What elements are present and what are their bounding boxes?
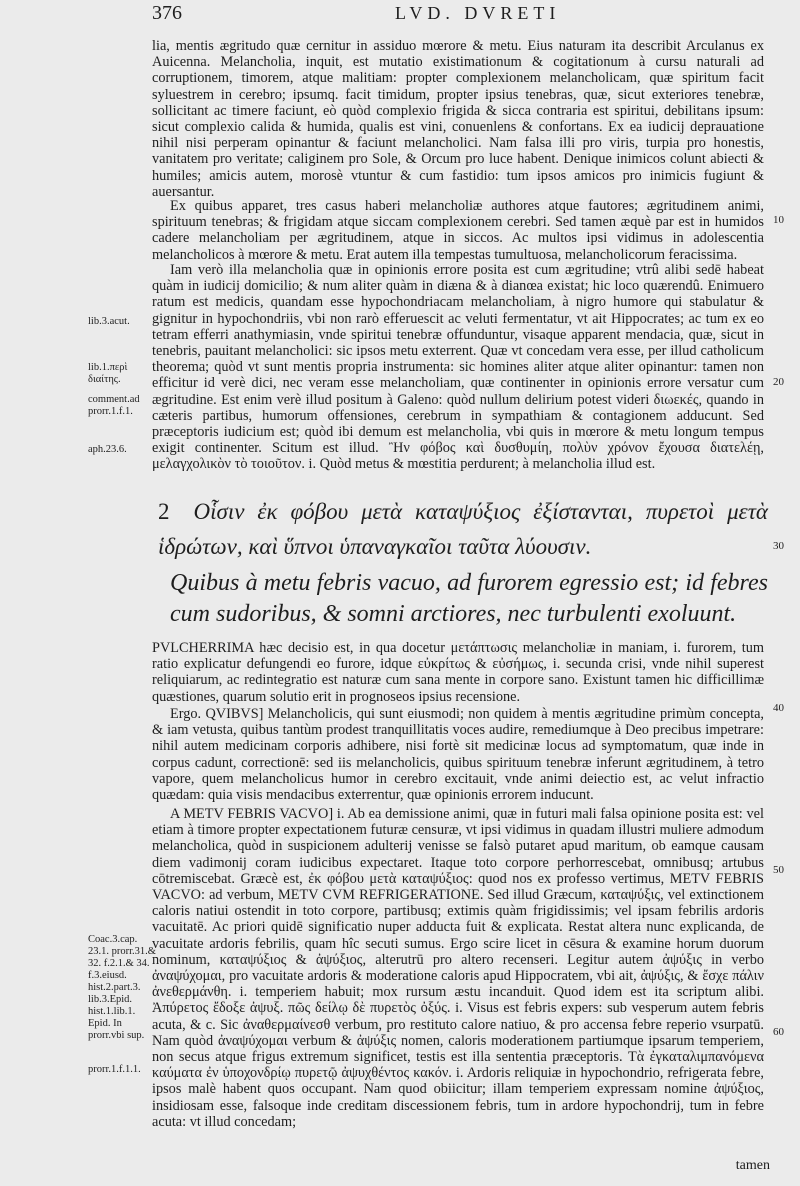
line-number: 30: [773, 540, 784, 552]
line-number: 40: [773, 702, 784, 714]
commentary-paragraph: Ergo. QVIBVS] Melancholicis, qui sunt eiusmodi; non quidem à mentis ægritudine primùm concepta, & iam vetusta, quibus tantùm prodest tranquillitatis voces audire, remediumque à Deo precibus impetrare: nihil autem medicinam corporis adhibere, nisi fortè sit medicinæ locus ad symptomatum, quæ inde in corpus cadunt, correctionē: sed iis melancholicis, quibus spirituum tenebræ inferunt ægritudinem, à tetro vapore, quem melancholicus humor in cerebro excitauit, vnde animi deiectio est, ac velut infractio quædam: quia visis mendacibus exterrentur, quæ opinionis errorem inducunt.: [152, 706, 764, 804]
aphorism-greek-text: Οἷσιν ἐκ φόβου μετὰ καταψύξιος ἐξίστανται, πυρετοὶ μετὰ ἱδρώτων, καὶ ὕπνοι ὑπαναγκαῖοι ταῦτα λύουσιν.: [158, 499, 768, 559]
commentary-paragraph: A METV FEBRIS VACVO] i. Ab ea demissione animi, quæ in futuri mali falsa opinione posita est: vel etiam à timore propter expectationem futuræ censuræ, vt ipsi vidimus in quadam illustri muliere admodum melancholica, quòd in suspicionem adulterij venisse se falsò putaret apud maritum, ob eamque causam diem vadimonij coram iudicibus expectaret. Itaque toto corpore perhorrescebat, omnibusq; artubus cōtremiscebat. Græcè est, ἐκ φόβου μετὰ καταψύξιος: quod nos ex professo vertimus, METV FEBRIS VACVO: ad verbum, METV CVM REFRIGERATIONE. Sed illud Græcum, καταψύξις, vel extinctionem caloris natiui ostendit in toto corpore, partibusq; extimis quàm frigidissimis; vel ipsam febrilis ardoris vacuitatē. Ac priori quidē significatio nuper adducta fuit & explicata. Restat altera nunc explicanda, de vacuitate ardoris febrilis, quam hîc secuti sumus. Ergo scire licet in cēsura & examine horum duorum nominum, καταψύξιος & ἀψύξιος, alterutrū pro altero recenseri. Legitur autem ἀψύξις in verbo ἀναψύχομαι, pro vacuitate ardoris & moderatione caloris apud Hippocratem, vbi ait, ἀψύξις, & ἔσχε πάλιν ἀνεθερμάνθη. i. temperiem habuit; mox rursum æstu incanduit. Quod idem est ita scriptum alibi. Ἀπύρετος ἔδοξε ἀψυξ. πῶς δείλῳ δὲ πυρετὸς ὀξύς. i. Visus est febris expers: sub vesperum autem febris acuta, & c. Sic ἀναθερμαίνεσθ verbum, pro restituto calore natiuo, & pro accensa febre reperio vsurpatū. Nam quòd ἀναψύχομαι verbum & ἀψύξις nomen, caloris moderationem partiumque ipsarum temperiem, non secus atque frigus extremum significet, testis est illa sententia præceptoris. Τὰ ἐγκαταλιμπανόμενα καύματα ἐν ὑποχονδρίῳ πυρετῷ ἀψυχθέντος κακόν. i. Ardoris reliquiæ in hypochondrio, refrigerata febre, ipsos malè habent quos occupant. Nam quod obiicitur; illam temperiem expressam nomine ἀψύξιος, insidiosam esse, falsoque inde creditam discessionem febris, tum in ardore hypochondrij, tum in febre acuta: vt illud concedam;: [152, 806, 764, 1130]
aphorism-latin: Quibus à metu febris vacuo, ad furorem egressio est; id febres cum sudoribus, & somni arctiores, nec turbulenti exoluunt.: [170, 570, 768, 627]
margin-note: lib.1.περὶ διαίτης.: [88, 362, 128, 385]
paragraph: Ex quibus apparet, tres casus haberi melancholiæ authores atque fautores; ægritudinem animi, spirituum tenebras; & frigidam atque siccam complexionem cerebri. Sed tamen æquè par est in humidos cadere melancholiam per ægritudinem, atque in siccos. Ac multos ipsi vidimus in adolescentia melancholicos à mœrore & metu. Erat autem illa tempestas tumultuosa, melancholicorum feracissima.: [152, 198, 764, 263]
margin-note: aph.23.6.: [88, 444, 127, 455]
running-title: LVD. DVRETI: [395, 3, 561, 23]
paragraph: lia, mentis ægritudo quæ cernitur in assiduo mœrore & metu. Eius naturam ita describit Arculanus ex Auicenna. Melancholia, inquit, est mutatio existimationum & cogitationum à cursu naturali ad corruptionem, timorem, atque malitiam: propter complexionem melancholicam, quæ spiritum facit syluestrem in cerebro; ipsumq. facit timidum, propter ipsius tenebras, quæ, sicut exteriores tenebræ, sollicitant ac timere faciunt, eò quòd complexio frigida & sicca contraria est spiritui, debilitans ipsum: sicut complexio calida & humida, qualis est vini, conuenlens & confortans. Ex ea iudicij deprauatione nihil nisi perperam opinantur & faciunt melancholici. Nam falsa illi pro viris, turpia pro honestis, vanitatem pro veritate; caliginem pro Sole, & Orcum pro luce habent. Denique inimicos colunt abiecti & humiles; amicis autem, morosè vtuntur & cum fastidio: tum ipsos amicos pro inimicis fugiunt & auersantur.: [152, 38, 764, 200]
line-number: 20: [773, 376, 784, 388]
margin-note: Coac.3.cap. 23.1. prorr.31.& 32. f.2.1.& 34. f.3.eiusd. hist.2.part.3. lib.3.Epid. hist.1.lib.1. Epid. In prorr.vbi sup.: [88, 934, 156, 1041]
commentary-paragraph: PVLCHERRIMA hæc decisio est, in qua docetur μετάπτωσις melancholiæ in maniam, i. furorem, tum ratio explicatur defungendi eo furore, idque εὐκρίτως & εὐσήμως, i. secunda crisi, vnde nihil superest reliquiarum, ac redintegratio est naturæ cum sana mente in corpore sano. Existunt tamen hic difficillimæ quæstiones, quarum solutio erit in prognoseos ipsius recensione.: [152, 640, 764, 705]
paragraph: Iam verò illa melancholia quæ in opinionis errore posita est cum ægritudine; vtrû alibi sedē habeat quàm in iudicij domicilio; & num aliter quàm in diæna & à dianœa existat; hic loco quærendû. Enimuero ratum est medicis, quandam esse hypochondriacam melancholiam, à nigro humore qui stabulatur & gignitur in hypochondriis, vbi non rarò efferuescit ac veluti fermentatur, vt ait Hippocrates; ac tum ex eo tetram efferri anathymiasin, vnde spiritui tenebræ offunduntur, visaque apparent mendacia, quæ, sicut in tenebris, pauitant melancholici: sic ipsos metu exterrent. Quæ vt concedam vera esse, per illud catholicum theorema; quòd vt sunt mentis propria instrumenta: sic homines aliter atque aliter opinantur: tamen non efficitur id verè dici, nec veram esse melancholiam, quæ continenter in opinionis errore versatur cum ægritudine. Est enim verè illud positum à Galeno: quòd nullum delirium potest videri διωεκές, quando in cæteris partibus, humorum offensiones, cerebrum in sympathiam & contagionem adducunt. Sed præceptoris iudicium est; quòd ibi demum est melancholia, vbi quis in mœrore & metu longum tempus exigit continenter. Scitum est illud. Ἢν φόβος καὶ δυσθυμίη, πολὺν χρόνον ἔχουσα διατελέῃ, μελαγχολικὸν τὸ τοιοῦτον. i. Quòd metus & mœstitia perdurent; à melancholia illud est.: [152, 262, 764, 473]
aphorism-number: 2: [158, 499, 170, 524]
margin-note: comment.ad prorr.1.f.1.: [88, 394, 140, 417]
aphorism-greek: [158, 494, 768, 564]
margin-note: lib.3.acut.: [88, 316, 130, 327]
line-number: 50: [773, 864, 784, 876]
margin-note: prorr.1.f.1.1.: [88, 1064, 141, 1075]
line-number: 60: [773, 1026, 784, 1038]
catchword: tamen: [735, 1158, 770, 1173]
line-number: 10: [773, 214, 784, 226]
page-number: 376: [152, 2, 182, 24]
